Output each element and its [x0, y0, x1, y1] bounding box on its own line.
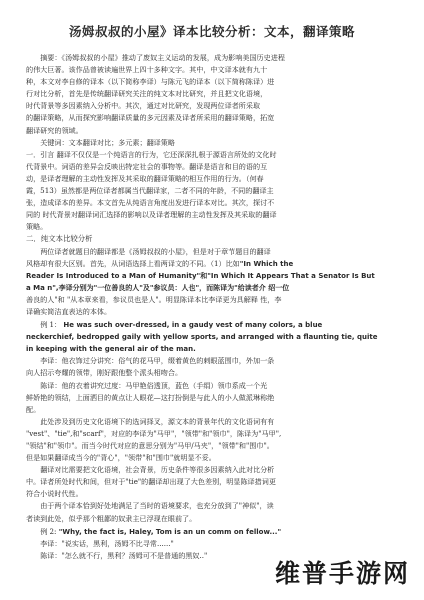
abstract-line: 种，本文对李自修的译本（以下简称李译）与陈元飞的译本（以下简称陈译）进: [26, 77, 275, 87]
section2-line: [26, 258, 398, 270]
keywords: 关键词：文本翻译对比；多元素；翻译策略: [40, 137, 175, 147]
intro-line: 代背景中。词语的差异会反映出特定社会的事物等。翻译是语言和目的语的互: [26, 161, 268, 171]
abstract-line: 的伟大巨著。该作品曾被读遍世界上四十多种文字。其中，中文译本就有九十: [26, 65, 268, 75]
section2: [26, 246, 398, 319]
analysis-line: "领结"和"领巾"。而当今时代对应的意思分别为"马甲/马夹"，"领带"和"围巾"。: [26, 441, 274, 450]
example-1-en-line: [26, 319, 398, 331]
example-2-en-text: "Why, the fact is, Haley, Tom is an un comm on fellow...": [58, 527, 282, 536]
watermark-logo: 维普手游网: [274, 559, 410, 588]
example-2-translation: 李译："说实话，黑利，汤姆不比寻常......": [40, 538, 174, 548]
example-2-en-line: [26, 526, 398, 538]
abstract-line: 翻译研究的领域。: [26, 125, 83, 135]
abstract-line: 的翻译策略，从而探究影响翻译质量的多元因素及译者所采用的翻译策略，拓宽: [26, 113, 275, 123]
abstract-line: 行对比分析，首先是传统翻译研究关注的纯文本对比研究，并且把文化语境，: [26, 89, 268, 99]
analysis-line: "vest"、"tie",和"scarf"，对应的李译为"马甲"，"领带"和"领巾"，陈译为"马甲",: [26, 428, 282, 438]
intro-line: 策略。: [26, 222, 48, 232]
example-2-translation: 陈译："怎么就不行，黑利？汤姆可不是普通的黑奴..": [40, 550, 208, 560]
intro-line: 一．引言 翻译不仅仅是一个纯语言的行为，它还深深扎根于源语言所处的文化时: [26, 149, 277, 159]
analysis-line: 翻译对比需要把文化语境，社会背景，历史条件等很多因素纳入此对比分析: [40, 465, 275, 475]
example-1-translation: 鲜娇艳的领结，上面洒目的黄点让人眼花—这打扮倒是与此人的小人做派琳称绝: [26, 392, 275, 402]
section2-en-line: a Ma n",李译分别为"一位善良的人"及"参议员：人也"，而陈译为"给读者介 绍一位: [26, 283, 290, 292]
analysis-line: 由于两个译本恰到好处地满足了当时的语境要求，也充分放到了"神似"，读: [40, 501, 274, 511]
section2-line-text: 风格却有很大区别。首先，从词语选择上看两译文的不同。（1）比如: [26, 258, 240, 268]
intro-line: 霞，513）虽然都是两位译者都属当代翻译家，二者不同的年龄，不同的翻译主: [26, 186, 274, 196]
analysis-line: 者读到此处，似乎那个粗鄙的奴隶主已浮现在眼前了。: [26, 513, 197, 523]
example-1: [26, 319, 398, 416]
intro-line: 同的 时代背景对翻译词汇选择的影响以及译者理解的主动性发挥及其采取的翻译: [26, 210, 277, 220]
example-1-en-line: neckerchief, bedropped gaily with yellow sports, and arranged with a flaunting tie, quite: [26, 333, 378, 342]
example-2-label: 例 2:: [40, 526, 57, 536]
analysis-line: 此处涉及到历史文化语境下的选词择叉，源文本的背景年代的文化语词有有: [40, 416, 275, 426]
analysis-line: 中。译者所处时代和间，但对于"tie"的翻译却出现了大色差别，明显陈译措词更: [26, 477, 276, 487]
example-1-translation: 配。: [26, 404, 41, 414]
analysis: [26, 416, 398, 525]
intro-line: 动，是译者理解的主动性发挥及其采取的翻译策略的相互作用的行为。（何春: [26, 173, 264, 183]
intro-line: 张，造成译本的差异。本文首先从纯语言角度出发进行译本对比。其次，探讨不: [26, 198, 275, 208]
intro-section: [26, 149, 398, 234]
page-title: 汤姆叔叔的小屋》译本比较分析：文本，翻译策略: [68, 24, 355, 39]
example-1-label: 例 1：: [40, 320, 62, 330]
section2-line: 译确实简洁直表达的本体。: [26, 306, 112, 316]
example-1-en-line: in keeping with the general air of the man.: [26, 345, 196, 354]
example-1-translation: 向人招示夸耀的领带，刚好跟他整个派头相吻合。: [26, 368, 183, 378]
example-1-translation: 陈译：他的衣着讲究过度：马甲艳俗透顶，蓝色（手绢）领巾系成一个光: [40, 380, 268, 390]
example-1-translation: 李译：他衣饰过分讲究：俗气的花马甲，缀着黄色的刺眼蓝围巾，外加一条: [40, 356, 275, 366]
analysis-line: 但是如果翻译成当今的"背心"，"领带"和"围巾"就明显不妥。: [26, 453, 216, 463]
section2-en-inline: "In Which the: [239, 259, 294, 268]
analysis-line: 符合小说时代性。: [26, 489, 83, 499]
section-heading: 二．纯文本比较分析: [26, 234, 93, 244]
abstract: [26, 52, 398, 137]
section2-en-line: Reader Is Introduced to a Man of Humanity"和"In Which It Appears That a Senator Is But: [26, 271, 375, 280]
section2-line: 两位译者就题目的翻译都是《汤姆叔叔的小屋》，但是对于章节题目的翻译: [40, 246, 271, 256]
section2-line: 善良的人"和 "从本章来看，参议员也是人"。明显陈译本比李译更为具解释 性，李: [26, 294, 282, 304]
abstract-line: 摘要：《汤姆叔叔的小屋》推动了废奴主义运动的发展，成为影响美国历史进程: [40, 53, 285, 62]
abstract-line: 时代背景等多因素纳入分析中。其次，通过对比研究，发现两位译者所采取: [26, 101, 261, 111]
example-1-en-text: He was such over-dressed, in a gaudy vest of many colors, a blue: [63, 321, 323, 330]
